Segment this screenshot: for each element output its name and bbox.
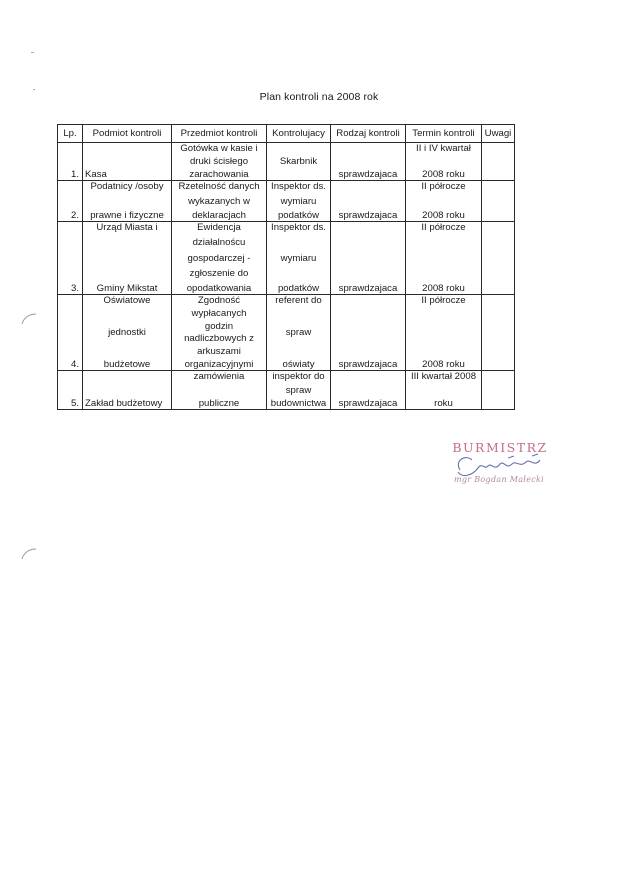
cell-podmiot (83, 295, 172, 371)
cell-kontrolujacy-line: referent do (275, 295, 322, 306)
cell-kontrolujacy-line: Inspektor ds. (271, 181, 326, 192)
header-lp: Lp. (58, 125, 83, 143)
cell-rodzaj (331, 295, 406, 371)
cell-kontrolujacy-line: spraw (285, 384, 312, 396)
cell-termin-line: roku (434, 398, 453, 409)
cell-termin-line: 2008 roku (422, 283, 465, 294)
cell-przedmiot (172, 181, 267, 222)
cell-termin (406, 295, 482, 371)
cell-lp (58, 181, 83, 222)
cell-podmiot-line: Urząd Miasta i (96, 222, 158, 233)
table-row (58, 295, 515, 371)
cell-kontrolujacy (267, 371, 331, 410)
cell-przedmiot-line: arkuszami (197, 346, 241, 358)
header-rodzaj: Rodzaj kontroli (331, 125, 406, 143)
cell-przedmiot (172, 295, 267, 371)
cell-kontrolujacy-line: spraw (285, 327, 312, 338)
cell-podmiot (83, 371, 172, 410)
cell-podmiot (83, 181, 172, 222)
cell-przedmiot-line: wykazanych w (188, 195, 250, 207)
mayor-stamp-title: BURMISTRZ (452, 440, 548, 455)
cell-podmiot (83, 143, 172, 181)
cell-przedmiot-line: nadliczbowych z (184, 333, 254, 345)
cell-przedmiot-line: działalnoścu (192, 237, 246, 249)
header-uwagi: Uwagi (482, 125, 515, 143)
cell-przedmiot-line: organizacyjnymi (184, 358, 254, 370)
cell-kontrolujacy (267, 222, 331, 295)
cell-lp-text: 1. (70, 169, 79, 180)
table-row (58, 143, 515, 181)
cell-kontrolujacy-line: oświaty (282, 359, 315, 370)
cell-termin-line: II półrocze (421, 222, 466, 233)
cell-lp-text: 4. (70, 359, 79, 370)
table-row (58, 371, 515, 410)
cell-przedmiot-line: deklaracjach (192, 210, 246, 221)
header-podmiot: Podmiot kontroli (83, 125, 172, 143)
cell-podmiot-line: Gminy Mikstat (96, 283, 158, 294)
cell-rodzaj-text: sprawdzajaca (338, 359, 398, 370)
cell-przedmiot-line: druki ścisłego (189, 156, 249, 167)
cell-podmiot-line: prawne i fizyczne (90, 210, 164, 221)
cell-przedmiot-line: Zgodność (197, 295, 241, 306)
cell-podmiot-line: Zakład budżetowy (85, 398, 163, 409)
cell-przedmiot (172, 143, 267, 181)
cell-rodzaj (331, 181, 406, 222)
cell-przedmiot-line: gospodarczej - (187, 252, 251, 264)
cell-przedmiot-line: zamówienia (193, 371, 245, 382)
cell-kontrolujacy-line: wymiaru (280, 195, 317, 207)
cell-kontrolujacy-line: inspektor do (272, 371, 325, 382)
cell-termin (406, 181, 482, 222)
cell-lp (58, 295, 83, 371)
cell-przedmiot (172, 222, 267, 295)
cell-podmiot-line: Oświatowe (103, 295, 151, 306)
cell-podmiot-line: Kasa (85, 169, 107, 180)
cell-kontrolujacy-line: podatków (277, 210, 320, 221)
cell-kontrolujacy-line: Skarbnik (279, 156, 318, 167)
mayor-stamp-name: mgr Bogdan Małecki (453, 475, 545, 484)
cell-rodzaj-text: sprawdzajaca (338, 210, 398, 221)
cell-termin-line: 2008 roku (422, 210, 465, 221)
cell-rodzaj-text: sprawdzajaca (338, 398, 398, 409)
cell-uwagi (482, 371, 515, 410)
cell-lp-text: 3. (70, 283, 79, 294)
cell-rodzaj-text: sprawdzajaca (338, 169, 398, 180)
cell-rodzaj (331, 371, 406, 410)
punch-hole-mark (20, 312, 40, 326)
cell-uwagi (482, 181, 515, 222)
cell-kontrolujacy (267, 181, 331, 222)
control-plan-table (57, 124, 515, 410)
cell-termin-line: 2008 roku (422, 359, 465, 370)
header-termin: Termin kontroli (406, 125, 482, 143)
cell-kontrolujacy-line: podatków (277, 283, 320, 294)
document-title: Plan kontroli na 2008 rok (259, 91, 379, 103)
cell-rodzaj (331, 222, 406, 295)
header-przedmiot: Przedmiot kontroli (172, 125, 267, 143)
cell-rodzaj (331, 143, 406, 181)
cell-termin-line: II półrocze (421, 181, 466, 192)
scan-speck (31, 52, 34, 53)
cell-przedmiot-line: opodatkowania (186, 283, 252, 294)
cell-przedmiot-line: godzin (204, 320, 234, 332)
cell-kontrolujacy-line: wymiaru (280, 252, 317, 264)
table-row (58, 222, 515, 295)
cell-kontrolujacy-line: Inspektor ds. (271, 222, 326, 233)
cell-lp (58, 143, 83, 181)
punch-hole-mark (20, 547, 40, 561)
table-header-row (58, 125, 515, 143)
cell-uwagi (482, 222, 515, 295)
cell-termin (406, 222, 482, 295)
cell-rodzaj-text: sprawdzajaca (338, 283, 398, 294)
cell-przedmiot-line: zgłoszenie do (189, 267, 249, 279)
header-kontrolujacy: Kontrolujacy (267, 125, 331, 143)
cell-kontrolujacy-line: budownictwa (270, 398, 327, 409)
cell-lp-text: 5. (70, 398, 79, 409)
cell-kontrolujacy (267, 295, 331, 371)
cell-podmiot-line: jednostki (108, 327, 146, 338)
cell-termin-line: 2008 roku (422, 169, 465, 180)
cell-przedmiot-line: Rzetelność danych (178, 181, 260, 192)
cell-przedmiot-line: zarachowania (189, 169, 249, 180)
scan-speck (33, 89, 35, 90)
cell-podmiot-line: budżetowe (103, 359, 151, 370)
cell-uwagi (482, 143, 515, 181)
cell-podmiot-line: Podatnicy /osoby (90, 181, 164, 192)
cell-lp (58, 222, 83, 295)
cell-przedmiot-line: publiczne (198, 398, 240, 409)
table-row (58, 181, 515, 222)
cell-przedmiot-line: wypłacanych (191, 307, 247, 319)
cell-przedmiot (172, 371, 267, 410)
cell-termin-line: II półrocze (421, 295, 466, 306)
cell-kontrolujacy (267, 143, 331, 181)
cell-termin-line: III kwartał 2008 (410, 371, 477, 382)
cell-uwagi (482, 295, 515, 371)
cell-lp (58, 371, 83, 410)
cell-przedmiot-line: Ewidencja (197, 222, 241, 233)
cell-termin (406, 371, 482, 410)
cell-podmiot (83, 222, 172, 295)
cell-przedmiot-line: Gotówka w kasie i (180, 143, 258, 154)
cell-lp-text: 2. (70, 210, 79, 221)
cell-termin-line: II i IV kwartał (416, 143, 471, 154)
cell-termin (406, 143, 482, 181)
